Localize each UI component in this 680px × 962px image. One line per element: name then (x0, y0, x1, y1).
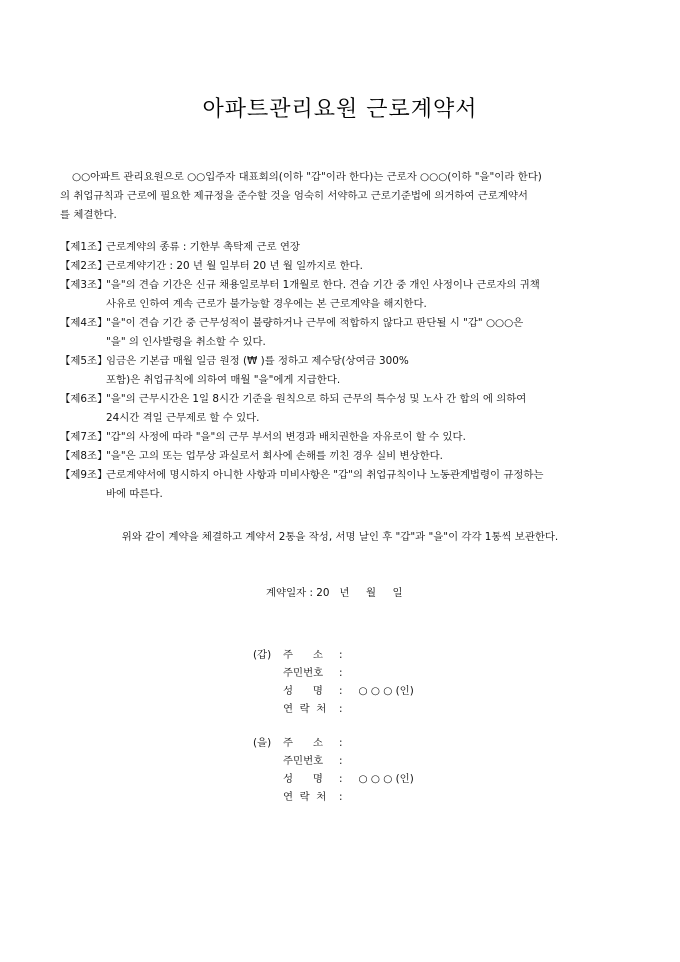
colon: : (339, 773, 343, 785)
article-8 (60, 447, 625, 466)
colon: : (339, 737, 343, 749)
field-value (343, 788, 359, 806)
article-text: 임금은 기본급 매월 일금 원정 (₩ )를 정하고 제수당(상여금 300% 포함)은 취업규칙에 의하여 매월 "을"에게 지급한다. (106, 355, 409, 386)
party-b-id-row (283, 752, 414, 770)
colon: : (339, 649, 343, 661)
party-b-name-row (283, 770, 414, 788)
article-text: "을"은 고의 또는 업무상 과실로서 회사에 손해를 끼친 경우 실비 변상한다. (106, 450, 443, 462)
field-label: 연 락 처 (283, 703, 327, 715)
article-text: "을"이 견습 기간 중 근무성적이 불량하거나 근무에 적합하지 않다고 판단될 시 "갑" ○○○은 "을" 의 인사발령을 취소할 수 있다. (106, 317, 524, 348)
field-label: 주 소 (283, 737, 323, 749)
colon: : (339, 685, 343, 697)
field-value (343, 700, 359, 718)
article-label: 【제5조】 (60, 355, 108, 367)
article-label: 【제1조】 (60, 241, 108, 253)
document-title: 아파트관리요원 근로계약서 (202, 97, 478, 122)
article-text: "을"의 견습 기간은 신규 채용일로부터 1개월로 한다. 견습 기간 중 개인 사정이나 근로자의 귀책 사유로 인하여 계속 근로가 불가능할 경우에는 본 근로계약을 해지한다. (106, 279, 540, 310)
signature-placeholder: ○ ○ ○ (인) (358, 773, 414, 785)
signature-placeholder: ○ ○ ○ (인) (358, 685, 414, 697)
article-text: "갑"의 사정에 따라 "을"의 근무 부서의 변경과 배치권한을 자유로이 할 수 있다. (106, 431, 466, 443)
article-2 (60, 257, 625, 276)
party-b-label: (을) (253, 737, 272, 749)
field-label: 주민번호 (283, 667, 324, 679)
article-3 (60, 276, 625, 314)
party-a-id-row (283, 664, 414, 682)
article-6 (60, 390, 625, 428)
field-value (343, 752, 359, 770)
article-text: "을"의 근무시간은 1일 8시간 기준을 원칙으로 하되 근무의 특수성 및 노사 간 합의 에 의하여 24시간 격일 근무제로 할 수 있다. (106, 393, 527, 424)
party-a-contact-row (283, 700, 414, 718)
article-9 (60, 466, 625, 504)
intro-line: 를 체결한다. (60, 209, 117, 221)
party-b-contact-row (283, 788, 414, 806)
article-text: 근로계약기간 : 20 년 월 일부터 20 년 월 일까지로 한다. (106, 260, 363, 272)
intro-line: ○○아파트 관리요원으로 ○○입주자 대표회의(이하 "갑"이라 한다)는 근로자 ○○○(이하 "을"이라 한다) (72, 171, 542, 183)
field-label: 성 명 (283, 685, 323, 697)
article-label: 【제9조】 (60, 469, 108, 481)
contract-date: 계약일자 : 20 년 월 일 (266, 587, 403, 599)
field-value (343, 646, 359, 664)
article-1 (60, 238, 625, 257)
party-b-address-row (283, 734, 414, 752)
party-a-address-row (283, 646, 414, 664)
field-label: 주 소 (283, 649, 323, 661)
article-label: 【제7조】 (60, 431, 108, 443)
article-7 (60, 428, 625, 447)
intro-paragraph (60, 168, 622, 225)
field-value (343, 664, 359, 682)
article-text: 근로계약서에 명시하지 아니한 사항과 미비사항은 "갑"의 취업규칙이나 노동관계법령이 규정하는 바에 따른다. (106, 469, 544, 500)
article-label: 【제2조】 (60, 260, 108, 272)
field-label: 성 명 (283, 773, 323, 785)
party-a-name-row (283, 682, 414, 700)
article-4 (60, 314, 625, 352)
closing-statement: 위와 같이 계약을 체결하고 계약서 2통을 작성, 서명 날인 후 "갑"과 "을"이 각각 1통씩 보관한다. (121, 531, 559, 543)
article-5 (60, 352, 625, 390)
article-label: 【제8조】 (60, 450, 108, 462)
party-a-label: (갑) (253, 649, 272, 661)
article-label: 【제3조】 (60, 279, 108, 291)
article-list (60, 238, 625, 504)
article-text: 근로계약의 종류 : 기한부 촉탁제 근로 연장 (106, 241, 300, 253)
colon: : (339, 667, 343, 679)
field-value (343, 734, 359, 752)
article-label: 【제4조】 (60, 317, 108, 329)
colon: : (339, 755, 343, 767)
colon: : (339, 703, 343, 715)
article-label: 【제6조】 (60, 393, 108, 405)
field-label: 주민번호 (283, 755, 324, 767)
field-label: 연 락 처 (283, 791, 327, 803)
colon: : (339, 791, 343, 803)
intro-line: 의 취업규칙과 근로에 필요한 제규정을 준수할 것을 엄숙히 서약하고 근로기준법에 의거하여 근로계약서 (60, 190, 528, 202)
